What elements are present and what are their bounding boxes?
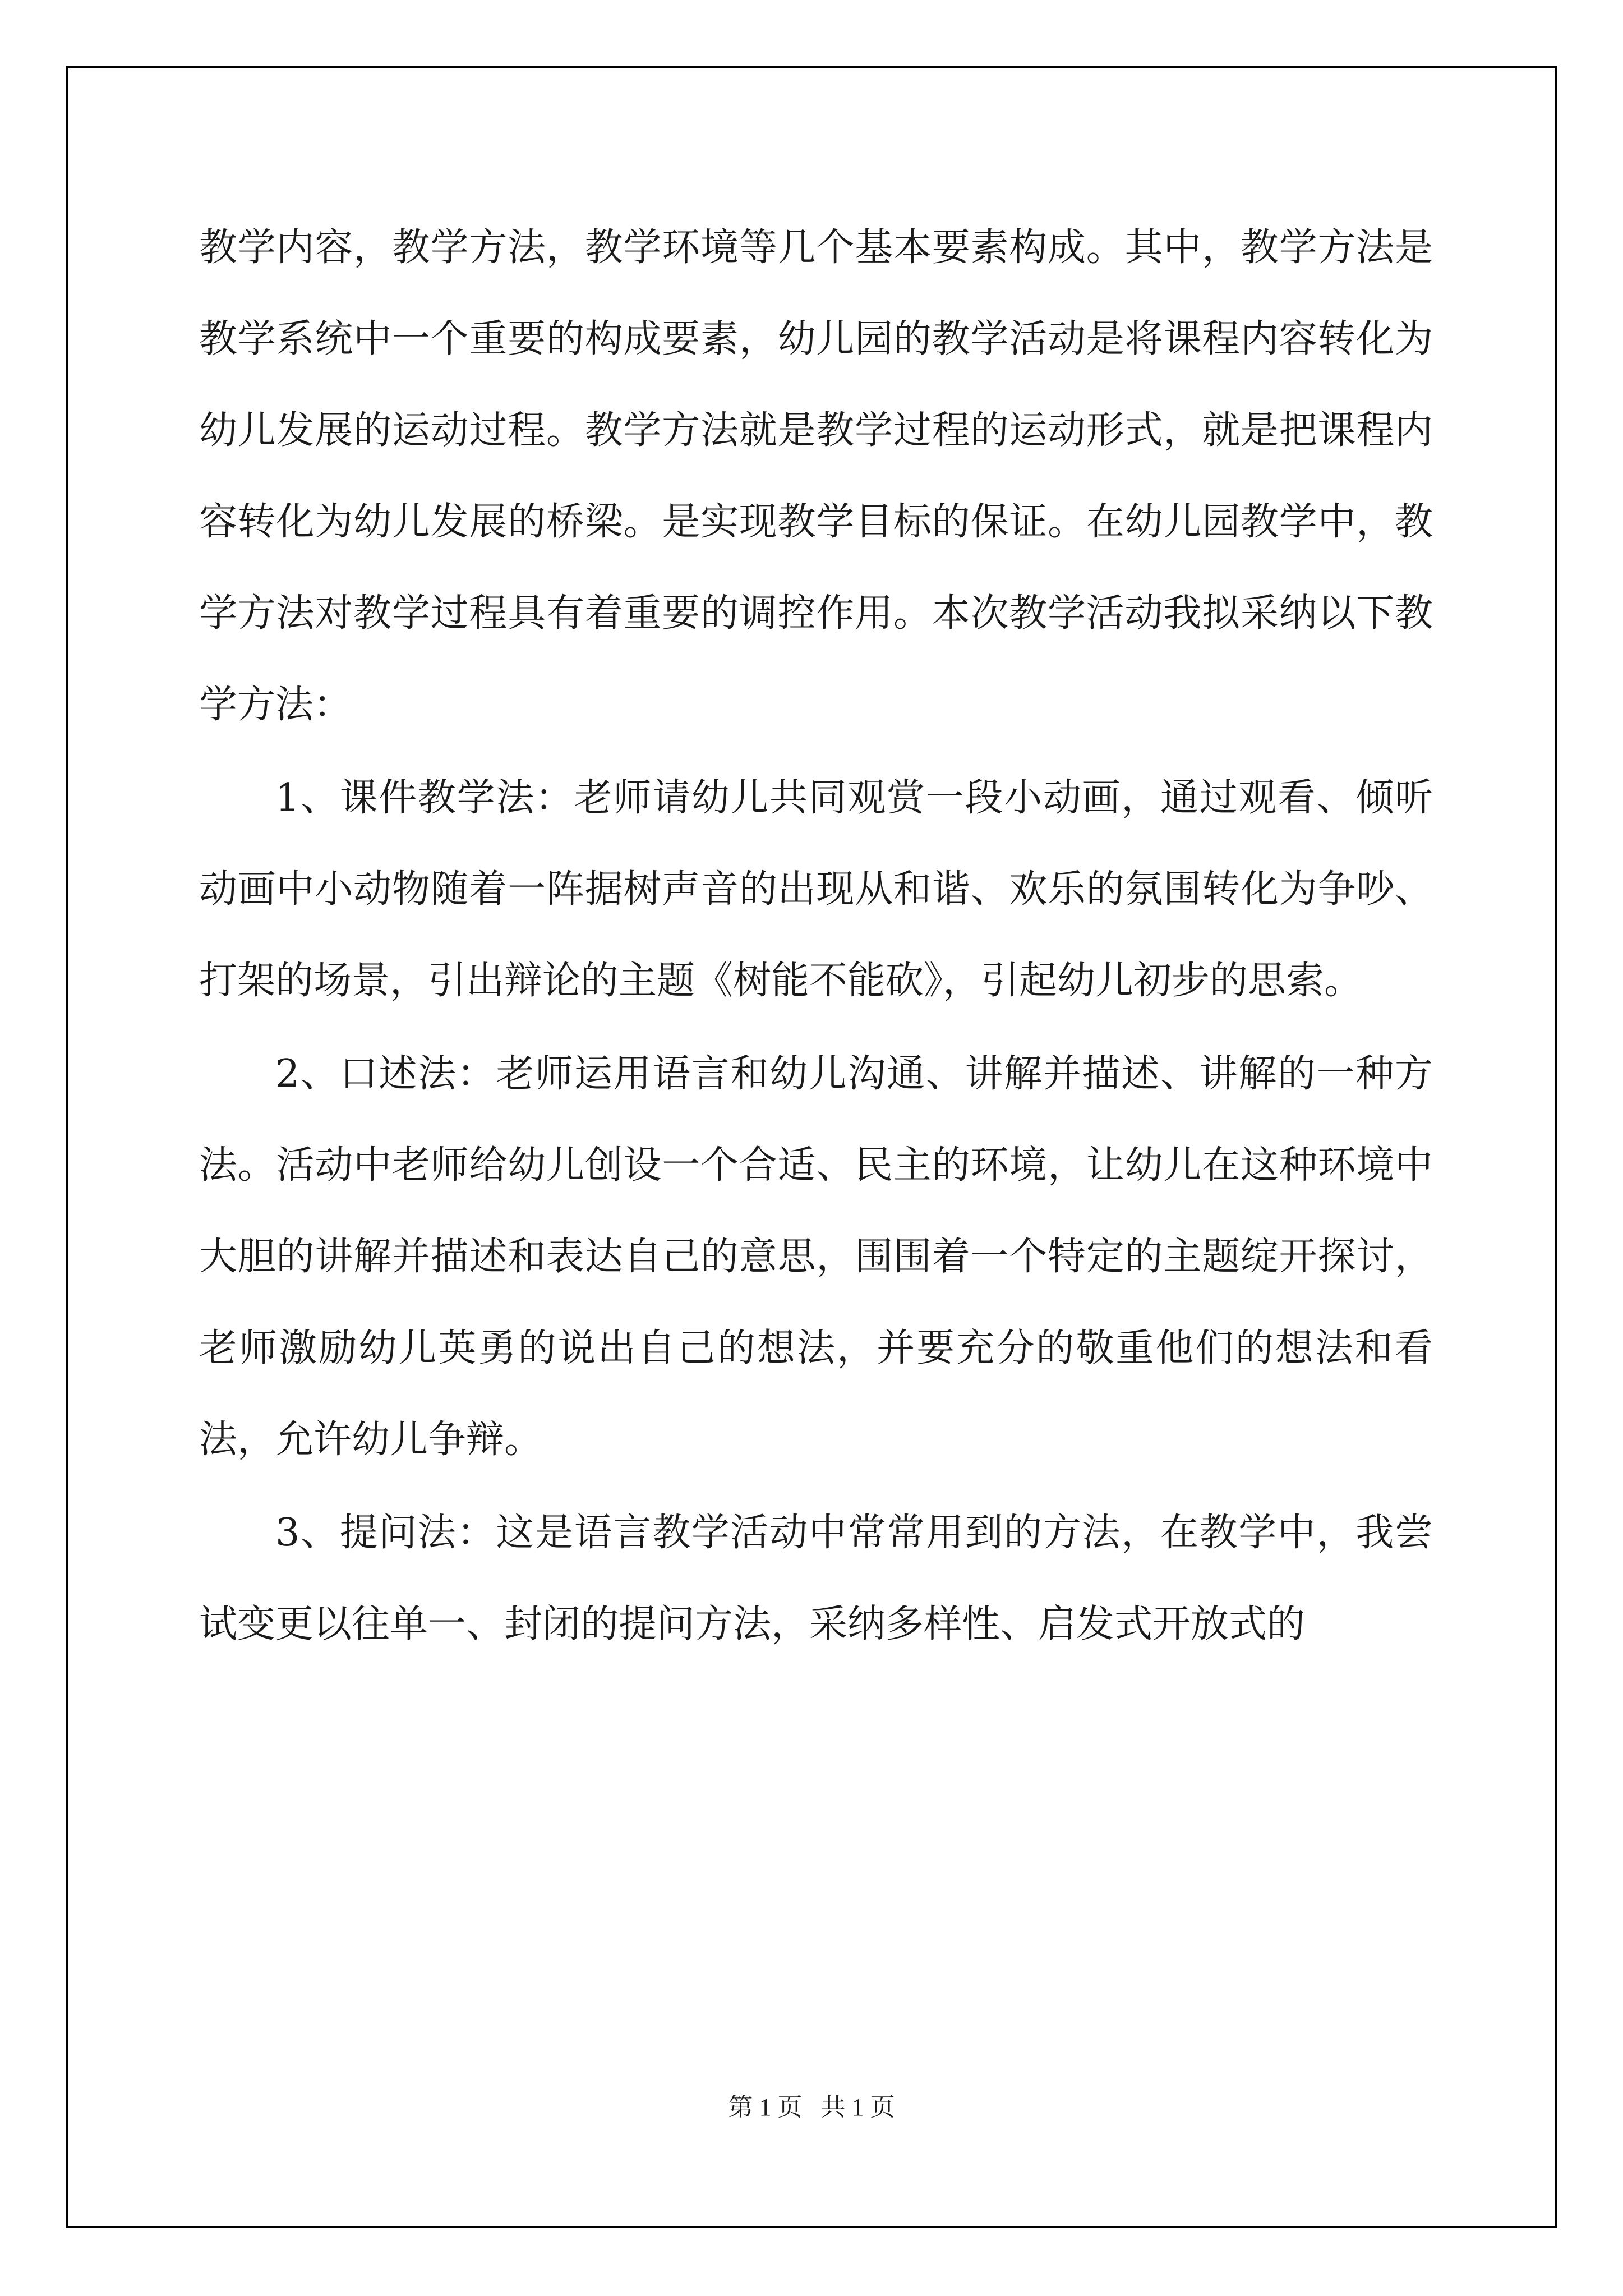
paragraph-courseware-method: 1、课件教学法：老师请幼儿共同观赏一段小动画，通过观看、倾听动画中小动物随着一阵据树声音的出现从和谐、欢乐的氛围转化为争吵、打架的场景，引出辩论的主题《树能不能砍》，引起幼儿初步的思索。 (199, 776, 1433, 1003)
document-body (199, 202, 1433, 1672)
page-footer (0, 2087, 1623, 2123)
page-number: 第 1 页 (728, 2093, 803, 2121)
paragraph-oral-method: 2、口述法：老师运用语言和幼儿沟通、讲解并描述、讲解的一种方法。活动中老师给幼儿创设一个合适、民主的环境，让幼儿在这种环境中大胆的讲解并描述和表达自己的意思，围围着一个特定的主题绽开探讨，老师激励幼儿英勇的说出自己的想法，并要充分的敬重他们的想法和看法，允许幼儿争辩。 (199, 1052, 1433, 1462)
page-total: 共 1 页 (820, 2093, 895, 2121)
paragraph-intro: 教学内容，教学方法，教学环境等几个基本要素构成。其中，教学方法是教学系统中一个重要的构成要素，幼儿园的教学活动是将课程内容转化为幼儿发展的运动过程。教学方法就是教学过程的运动形式，就是把课程内容转化为幼儿发展的桥梁。是实现教学目标的保证。在幼儿园教学中，教学方法对教学过程具有着重要的调控作用。本次教学活动我拟采纳以下教学方法： (199, 226, 1433, 727)
paragraph-questioning-method: 3、提问法：这是语言教学活动中常常用到的方法，在教学中，我尝试变更以往单一、封闭的提问方法，采纳多样性、启发式开放式的 (199, 1511, 1433, 1646)
